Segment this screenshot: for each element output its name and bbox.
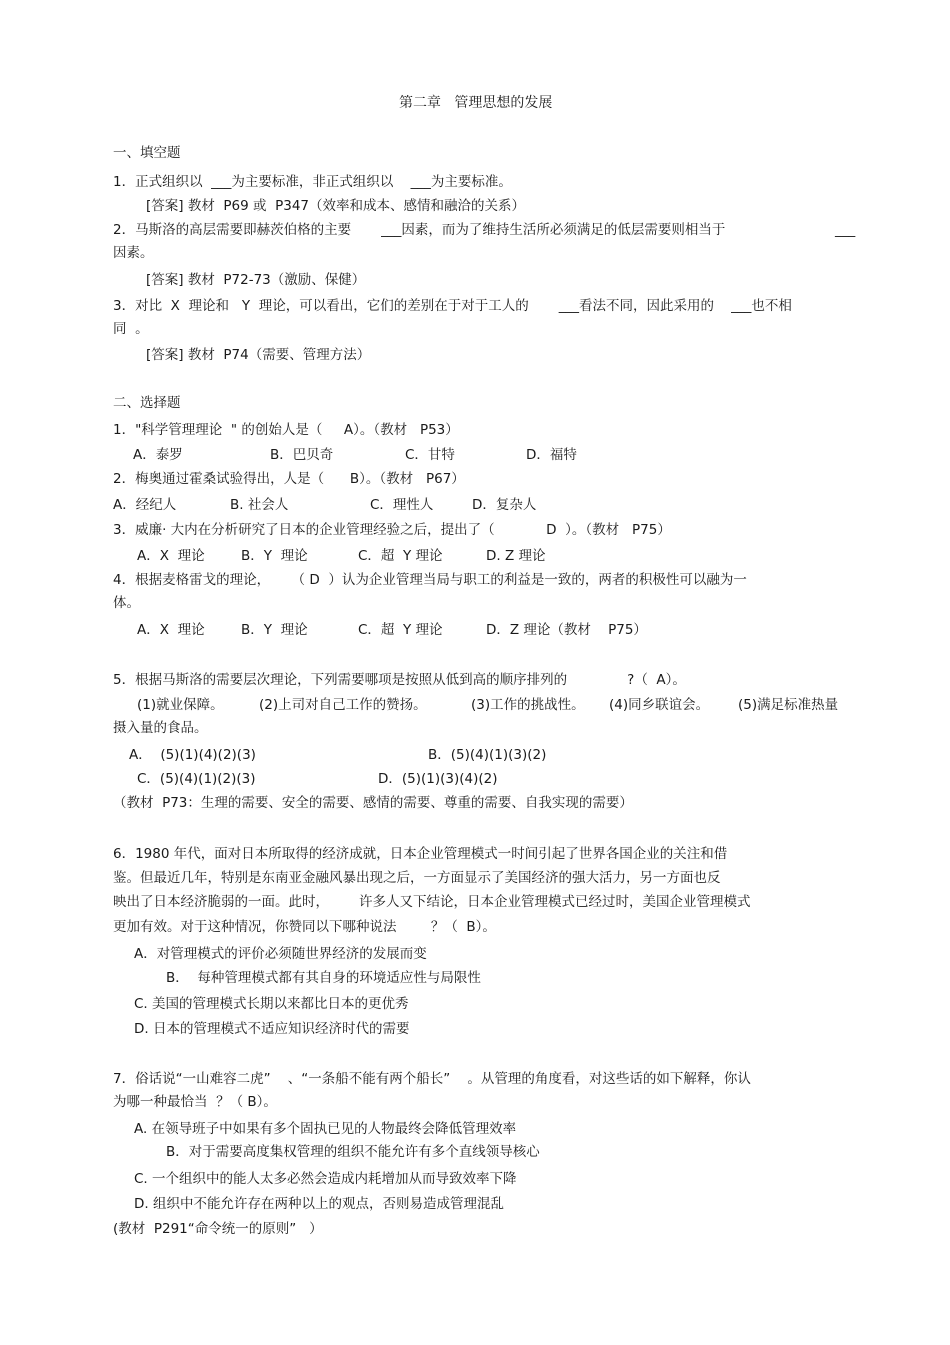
need-item: (1)就业保障。 xyxy=(137,697,224,713)
option: A．泰罗 xyxy=(133,447,183,463)
fill-question-1: 1．正式组织以 ___为主要标准，非正式组织以 ___为主要标准。 xyxy=(113,174,512,190)
option: C．甘特 xyxy=(405,447,455,463)
option: B．Y 理论 xyxy=(241,548,308,564)
fill-question-3-cont: 同 。 xyxy=(113,321,149,337)
option: D. 组织中不能允许存在两种以上的观点，否则易造成管理混乱 xyxy=(134,1196,504,1212)
section-heading-fill-in: 一、填空题 xyxy=(113,145,181,161)
section-heading-choice: 二、选择题 xyxy=(113,395,181,411)
option: A． (5)(1)(4)(2)(3) xyxy=(129,747,256,763)
option: B．(5)(4)(1)(3)(2) xyxy=(428,747,547,763)
option: C. 美国的管理模式长期以来都比日本的更优秀 xyxy=(134,996,409,1012)
need-item: (3)工作的挑战性。 xyxy=(471,697,585,713)
option: D．复杂人 xyxy=(472,497,537,513)
fill-question-2-blank: ___ xyxy=(835,222,856,238)
option: B．Y 理论 xyxy=(241,622,308,638)
choice-question-7-line: 为哪一种最恰当 ？（ B）。 xyxy=(113,1094,277,1110)
option: A．X 理论 xyxy=(137,548,205,564)
option: D. Z 理论 xyxy=(486,548,546,564)
fill-question-2-cont: 因素。 xyxy=(113,245,154,261)
choice-question-6-line: 鉴。但最近几年，特别是东南亚金融风暴出现之后，一方面显示了美国经济的强大活力，另一方面也反 xyxy=(113,870,721,886)
choice-question-2: 2．梅奥通过霍桑试验得出，人是（ B）。（教材 P67） xyxy=(113,471,465,487)
need-item: (2)上司对自己工作的赞扬。 xyxy=(259,697,427,713)
choice-question-5: 5．根据马斯洛的需要层次理论，下列需要哪项是按照从低到高的顺序排列的 ?（ A）。 xyxy=(113,672,686,688)
reference-note: （教材 P73：生理的需要、安全的需要、感情的需要、尊重的需要、自我实现的需要） xyxy=(113,795,633,811)
answer-1: [答案] 教材 P69 或 P347（效率和成本、感情和融洽的关系） xyxy=(146,198,526,214)
fill-question-3: 3．对比 X 理论和 Y 理论，可以看出，它们的差别在于对于工人的 ___看法不同，因此采用的 ___也不相 xyxy=(113,298,792,314)
choice-question-3: 3．威廉· 大内在分析研究了日本的企业管理经验之后，提出了（ D ）。（教材 P75） xyxy=(113,522,671,538)
choice-question-1: 1．"科学管理理论 " 的创始人是（ A）。（教材 P53） xyxy=(113,422,459,438)
option: A．对管理模式的评价必须随世界经济的发展而变 xyxy=(134,946,427,962)
option: A. 在领导班子中如果有多个固执已见的人物最终会降低管理效率 xyxy=(134,1121,517,1137)
answer-2: [答案] 教材 P72-73（激励、保健） xyxy=(146,272,366,288)
page-title: 第二章 管理思想的发展 xyxy=(399,95,553,111)
option: D．福特 xyxy=(526,447,577,463)
option: C．理性人 xyxy=(370,497,434,513)
option: B．巴贝奇 xyxy=(270,447,334,463)
need-item: (5)满足标准热量 xyxy=(738,697,839,713)
option: D．(5)(1)(3)(4)(2) xyxy=(378,771,498,787)
choice-question-6: 6．1980 年代，面对日本所取得的经济成就，日本企业管理模式一时间引起了世界各国企业的关注和借 xyxy=(113,846,728,862)
option: B. 社会人 xyxy=(230,497,289,513)
option: C．超 Y 理论 xyxy=(358,548,443,564)
choice-question-6-line: 更加有效。对于这种情况，你赞同以下哪种说法 ？（ B）。 xyxy=(113,919,496,935)
option: D．Z 理论（教材 P75） xyxy=(486,622,647,638)
answer-3: [答案] 教材 P74（需要、管理方法） xyxy=(146,347,371,363)
reference-note: (教材 P291“命令统一的原则” ） xyxy=(113,1221,323,1237)
option: A．X 理论 xyxy=(137,622,205,638)
option: C．(5)(4)(1)(2)(3) xyxy=(137,771,256,787)
option: A．经纪人 xyxy=(113,497,177,513)
choice-question-6-line: 映出了日本经济脆弱的一面。此时， 许多人又下结论，日本企业管理模式已经过时，美国企业管理模式 xyxy=(113,894,751,910)
option: D. 日本的管理模式不适应知识经济时代的需要 xyxy=(134,1021,410,1037)
need-item: (4)同乡联谊会。 xyxy=(609,697,710,713)
option: B．对于需要高度集权管理的组织不能允许有多个直线领导核心 xyxy=(166,1144,540,1160)
choice-question-4: 4．根据麦格雷戈的理论， （ D ）认为企业管理当局与职工的利益是一致的，两者的积极性可以融为一 xyxy=(113,572,747,588)
option: C．超 Y 理论 xyxy=(358,622,443,638)
option: B． 每种管理模式都有其自身的环境适应性与局限性 xyxy=(166,970,481,986)
choice-question-7: 7．俗话说“一山难容二虎” 、“一条船不能有两个船长” 。从管理的角度看，对这些话的如下解释，你认 xyxy=(113,1071,751,1087)
fill-question-2: 2．马斯洛的高层需要即赫茨伯格的主要 ___因素，而为了维持生活所必须满足的低层需要则相当于 xyxy=(113,222,726,238)
need-item-cont: 摄入量的食品。 xyxy=(113,720,208,736)
option: C. 一个组织中的能人太多必然会造成内耗增加从而导致效率下降 xyxy=(134,1171,517,1187)
choice-question-4-cont: 体。 xyxy=(113,595,140,611)
